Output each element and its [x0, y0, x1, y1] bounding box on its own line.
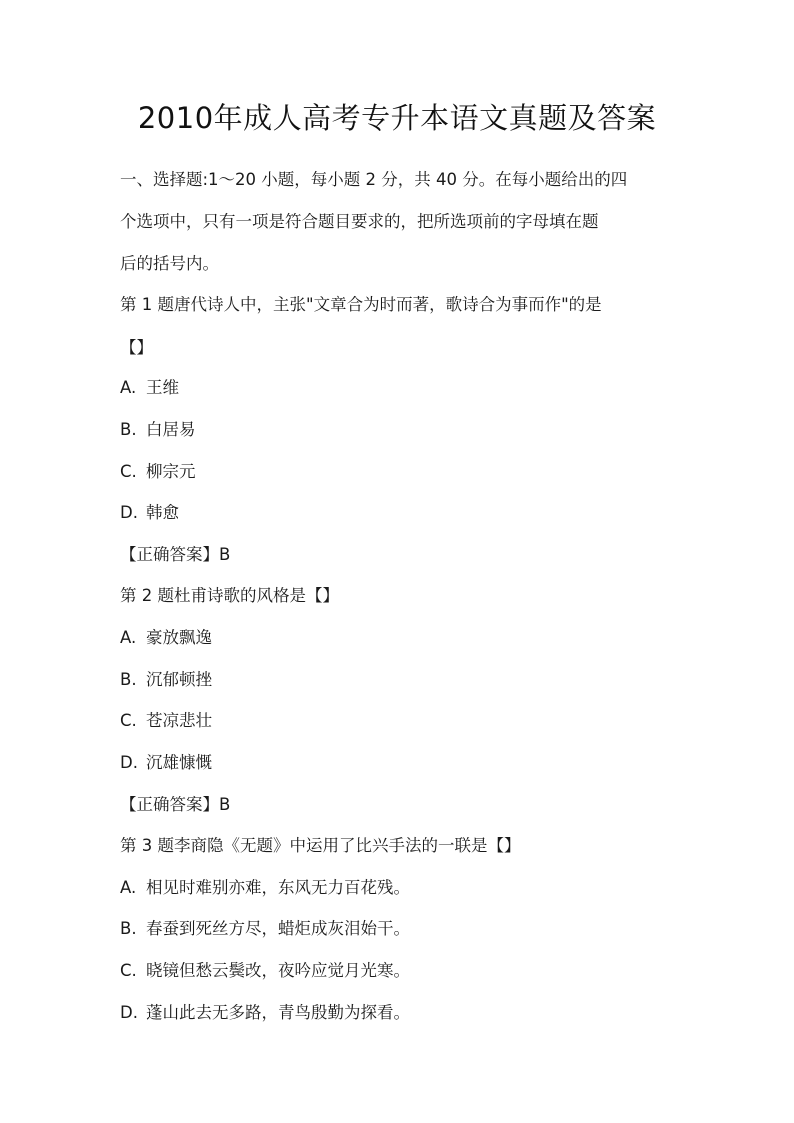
option-text: 豪放飘逸 [146, 628, 212, 647]
document-title: 2010年成人高考专升本语文真题及答案 [137, 101, 657, 135]
option-text: 春蚕到死丝方尽，蜡炬成灰泪始干。 [146, 919, 410, 938]
option-letter: B. [120, 919, 137, 938]
question-3-option-d [120, 1002, 410, 1024]
question-2-option-c [120, 710, 212, 732]
option-text: 苍凉悲壮 [146, 711, 212, 730]
question-1-option-c [120, 461, 196, 483]
option-letter: B. [120, 420, 137, 439]
question-3-stem: 第 3 题李商隐《无题》中运用了比兴手法的一联是【】 [120, 836, 521, 855]
question-2-option-b [120, 669, 212, 691]
question-1-option-d [120, 502, 179, 524]
option-letter: C. [120, 711, 137, 730]
intro-line-2: 个选项中，只有一项是符合题目要求的，把所选项前的字母填在题 [120, 212, 599, 231]
option-letter: A. [120, 878, 137, 897]
question-1-bracket: 【】 [120, 338, 153, 357]
question-2-option-a [120, 627, 212, 649]
option-text: 王维 [146, 378, 179, 397]
option-text: 柳宗元 [146, 462, 196, 481]
option-text: 沉郁顿挫 [146, 670, 212, 689]
question-1-answer: 【正确答案】B [120, 545, 231, 564]
question-2-option-d [120, 752, 212, 774]
question-2-stem: 第 2 题杜甫诗歌的风格是【】 [120, 586, 339, 605]
option-letter: A. [120, 628, 137, 647]
question-1-option-a [120, 377, 179, 399]
question-1-stem: 第 1 题唐代诗人中，主张"文章合为时而著，歌诗合为事而作"的是 [120, 295, 602, 314]
question-3-option-a [120, 877, 410, 899]
option-letter: D. [120, 503, 138, 522]
question-2-answer: 【正确答案】B [120, 795, 231, 814]
option-text: 相见时难别亦难，东风无力百花残。 [146, 878, 410, 897]
option-letter: A. [120, 378, 137, 397]
question-3-option-b [120, 918, 410, 940]
option-letter: D. [120, 1003, 138, 1022]
intro-line-3: 后的括号内。 [120, 254, 219, 273]
question-1-option-b [120, 419, 196, 441]
option-text: 沉雄慷慨 [146, 753, 212, 772]
option-text: 白居易 [146, 420, 196, 439]
option-letter: C. [120, 961, 137, 980]
option-letter: B. [120, 670, 137, 689]
option-letter: C. [120, 462, 137, 481]
option-text: 晓镜但愁云鬓改，夜吟应觉月光寒。 [146, 961, 410, 980]
option-text: 蓬山此去无多路，青鸟殷勤为探看。 [146, 1003, 410, 1022]
question-3-option-c [120, 960, 410, 982]
intro-line-1: 一、选择题:1～20 小题，每小题 2 分，共 40 分。在每小题给出的四 [120, 170, 628, 189]
option-letter: D. [120, 753, 138, 772]
option-text: 韩愈 [146, 503, 179, 522]
